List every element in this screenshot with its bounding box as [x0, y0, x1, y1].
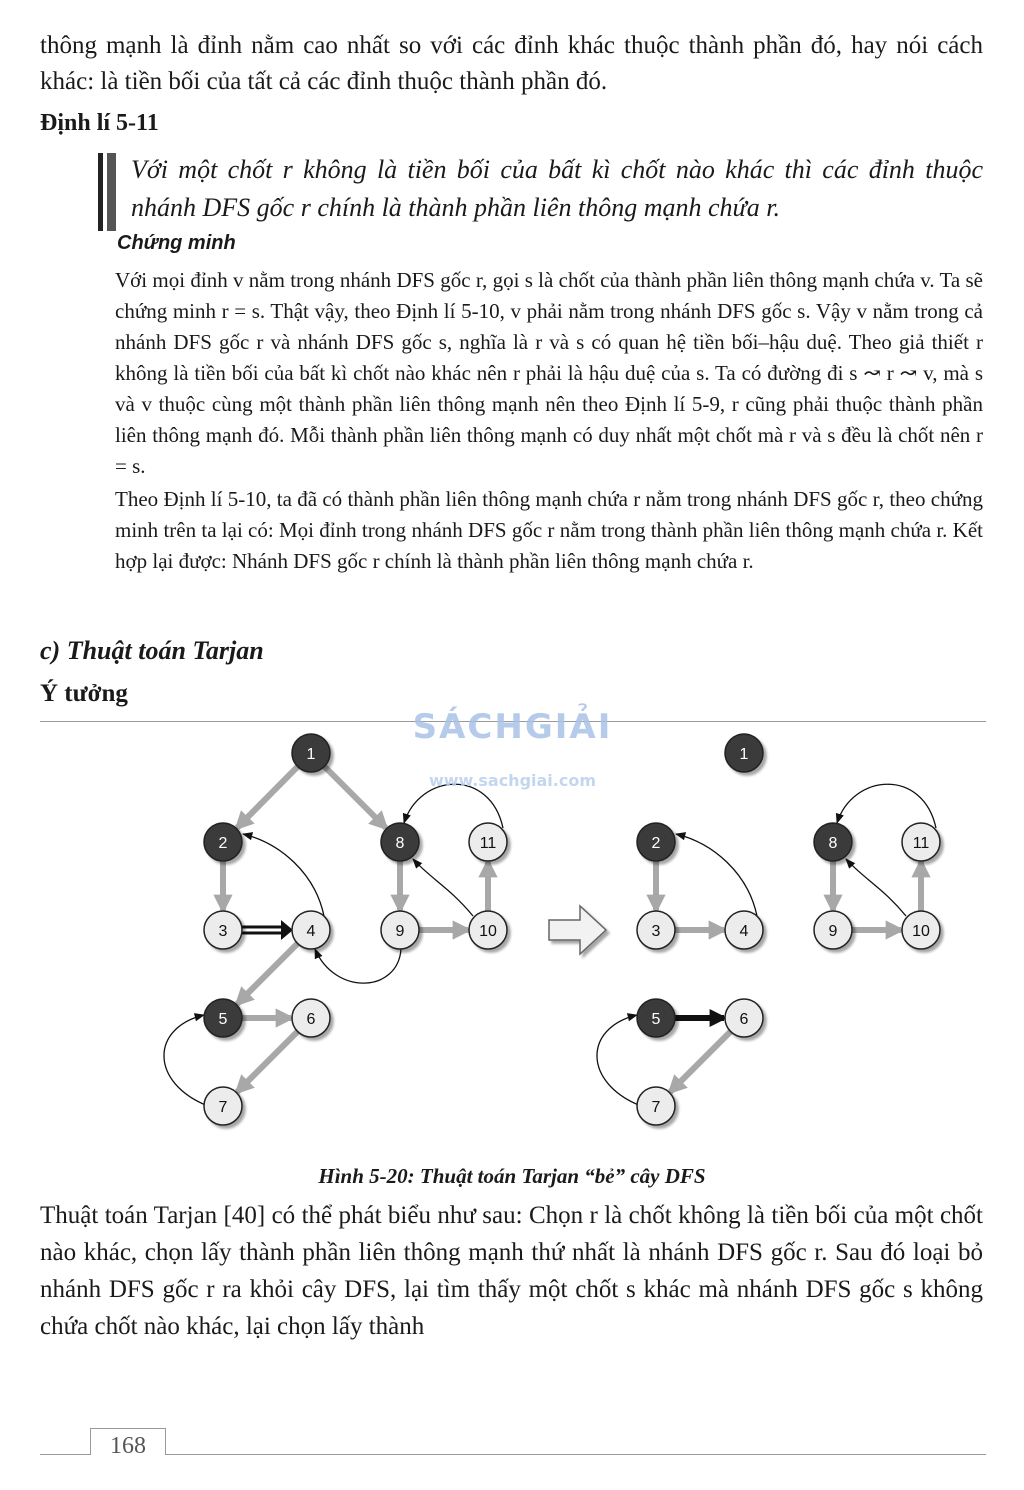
left-node-2 — [204, 823, 242, 861]
watermark-title: SÁCHGIẢI — [412, 707, 613, 747]
left-node-11 — [469, 823, 507, 861]
left-node-label-1: 1 — [306, 746, 316, 763]
left-node-7 — [204, 1087, 242, 1125]
proof-heading: Chứng minh — [117, 232, 236, 254]
right-node-label-1: 1 — [739, 746, 749, 763]
left-node-10 — [469, 911, 507, 949]
right-node-11 — [902, 823, 940, 861]
right-arrow-icon — [549, 906, 606, 954]
right-node-label-3: 3 — [651, 923, 661, 940]
left-node-label-5: 5 — [218, 1011, 228, 1028]
right-edge-4-2 — [676, 834, 757, 916]
left-node-label-9: 9 — [395, 923, 405, 940]
left-node-9 — [381, 911, 419, 949]
section-heading: c) Thuật toán Tarjan — [40, 636, 264, 665]
left-edge-9-4 — [315, 949, 401, 983]
footer-rule — [40, 1454, 986, 1455]
left-node-label-7: 7 — [218, 1099, 228, 1116]
left-edge-1-8 — [323, 765, 386, 828]
page-number-box — [90, 1428, 166, 1459]
left-node-label-8: 8 — [395, 835, 405, 852]
right-node-6 — [725, 999, 763, 1037]
left-edge-10-8 — [413, 859, 473, 916]
left-node-1 — [292, 734, 330, 772]
right-node-label-8: 8 — [828, 835, 838, 852]
figure-caption: Hình 5-20: Thuật toán Tarjan “bẻ” cây DFS — [318, 1164, 706, 1188]
right-node-label-11: 11 — [912, 835, 930, 852]
watermark-url: www.sachgiai.com — [428, 771, 597, 790]
bottom-paragraph: Thuật toán Tarjan [40] có thể phát biểu như sau: Chọn r là chốt không là tiền bối của một chốt nào khác, chọn lấy thành phần liên thông mạnh thứ nhất là nhánh DFS gốc r. Sau đó loại bỏ nhánh DFS gốc r ra khỏi cây DFS, lại tìm thấy một chốt s khác mà nhánh DFS gốc s không chứa chốt nào khác, lại chọn lấy thành — [40, 1202, 983, 1340]
right-node-label-10: 10 — [912, 923, 930, 940]
right-node-5 — [637, 999, 675, 1037]
proof-paragraph-2: Theo Định lí 5-10, ta đã có thành phần liên thông mạnh chứa r nằm trong nhánh DFS gốc r, theo chứng minh trên ta lại có: Mọi đỉnh trong nhánh DFS gốc r nằm trong thành phần liên thông mạnh chứa r. Kết hợp lại được: Nhánh DFS gốc r chính là thành phần liên thông mạnh chứa r. — [115, 487, 983, 573]
right-node-4 — [725, 911, 763, 949]
page-number: 168 — [110, 1433, 146, 1459]
left-node-4 — [292, 911, 330, 949]
right-edge-7-5 — [597, 1015, 641, 1106]
right-edge-11-8 — [837, 784, 936, 828]
left-node-8 — [381, 823, 419, 861]
right-node-10 — [902, 911, 940, 949]
theorem-bar-thick — [107, 153, 116, 231]
right-node-label-7: 7 — [651, 1099, 661, 1116]
right-edge-6-7 — [670, 1030, 732, 1092]
right-edge-10-8 — [846, 859, 906, 916]
theorem-statement: Với một chốt r không là tiền bối của bất kì chốt nào khác thì các đỉnh thuộc nhánh DFS gốc r chính là thành phần liên thông mạnh chứa r. — [131, 155, 983, 222]
left-node-label-10: 10 — [479, 923, 497, 940]
theorem-heading: Định lí 5-11 — [40, 110, 159, 136]
right-node-7 — [637, 1087, 675, 1125]
left-node-label-2: 2 — [218, 835, 228, 852]
proof-paragraph-1: Với mọi đỉnh v nằm trong nhánh DFS gốc r, gọi s là chốt của thành phần liên thông mạnh chứa v. Ta sẽ chứng minh r = s. Thật vậy, theo Định lí 5-10, v phải nằm trong nhánh DFS gốc s. Vậy v nằm trong cả nhánh DFS gốc r và nhánh DFS gốc s, nghĩa là r và s có quan hệ tiền bối–hậu duệ. Theo giả thiết r không là tiền bối của bất kì chốt nào khác nên r phải là hậu duệ của s. Ta có đường đi s ↝ r ↝ v, mà s và v thuộc cùng một thành phần liên thông mạnh nên theo Định lí 5-9, r cũng phải thuộc thành phần liên thông mạnh đó. Mỗi thành phần liên thông mạnh có duy nhất một chốt mà r và s đều là chốt nên r = s. — [115, 268, 983, 478]
left-node-6 — [292, 999, 330, 1037]
left-edge-7-5 — [164, 1015, 208, 1106]
left-node-3 — [204, 911, 242, 949]
right-node-label-4: 4 — [739, 923, 749, 940]
left-node-label-3: 3 — [218, 923, 228, 940]
left-edge-4-5 — [237, 942, 299, 1004]
right-node-label-9: 9 — [828, 923, 838, 940]
left-edge-4-2 — [243, 834, 324, 916]
right-node-label-6: 6 — [739, 1011, 749, 1028]
right-node-label-2: 2 — [651, 835, 661, 852]
left-node-5 — [204, 999, 242, 1037]
subsection-heading: Ý tưởng — [40, 680, 128, 707]
right-node-9 — [814, 911, 852, 949]
left-node-label-6: 6 — [306, 1011, 316, 1028]
left-edge-1-2 — [237, 765, 299, 828]
right-node-label-5: 5 — [651, 1011, 661, 1028]
left-node-label-11: 11 — [479, 835, 497, 852]
right-node-2 — [637, 823, 675, 861]
left-edge-6-7 — [237, 1030, 299, 1092]
right-node-1 — [725, 734, 763, 772]
theorem-side-bars — [98, 153, 118, 231]
right-node-8 — [814, 823, 852, 861]
left-edge-3-4 — [281, 920, 293, 940]
intro-paragraph: thông mạnh là đỉnh nằm cao nhất so với các đỉnh khác thuộc thành phần đó, hay nói cách khác: là tiền bối của tất cả các đỉnh thuộc thành phần đó. — [40, 32, 983, 95]
right-node-3 — [637, 911, 675, 949]
transform-arrow — [549, 906, 606, 954]
theorem-bar-thin — [98, 153, 103, 231]
left-node-label-4: 4 — [306, 923, 316, 940]
watermark — [410, 697, 615, 792]
